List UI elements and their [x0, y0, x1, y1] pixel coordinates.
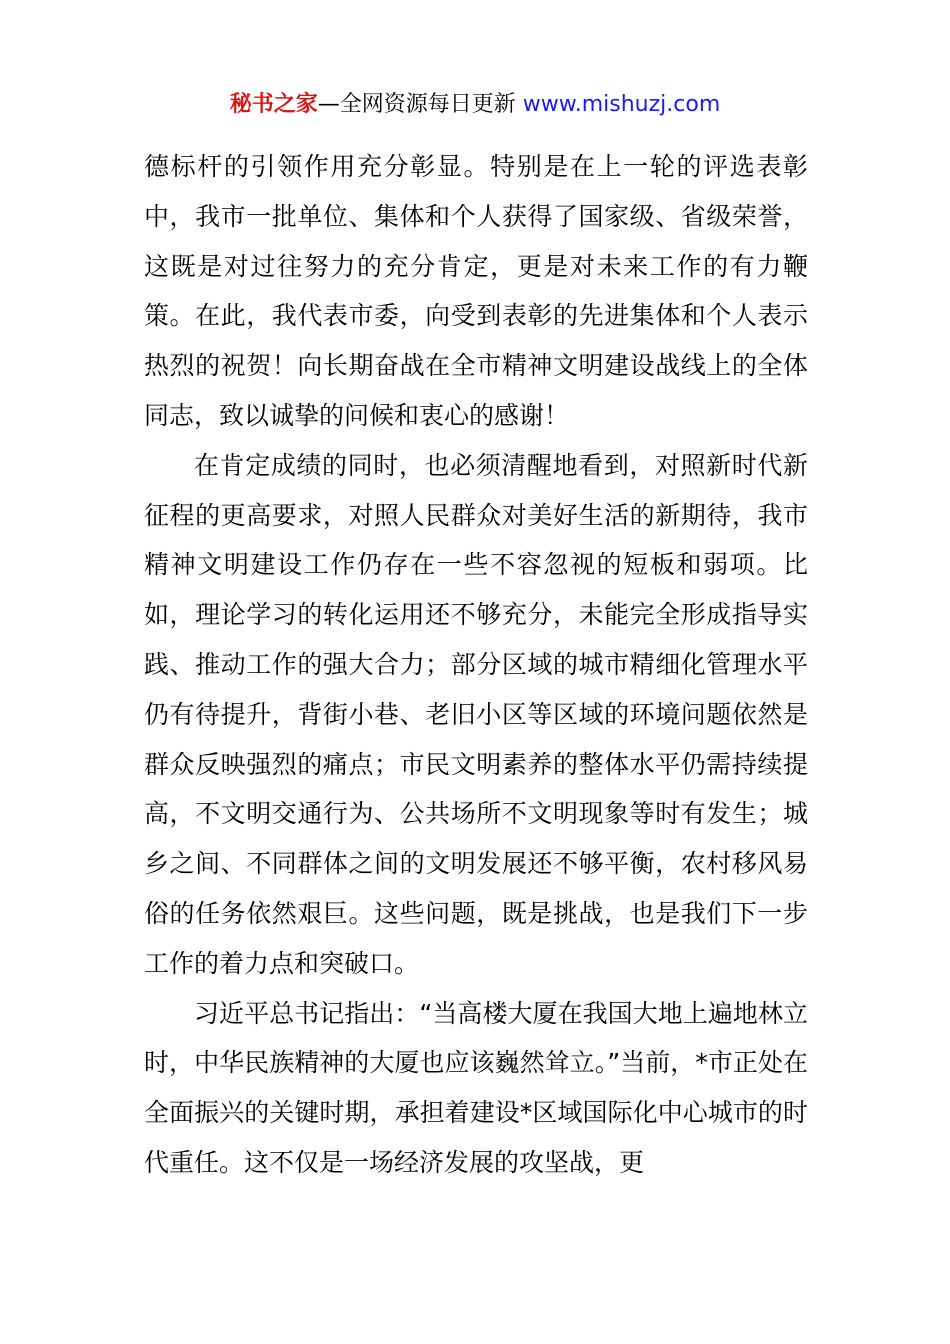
paragraph: 在肯定成绩的同时，也必须清醒地看到，对照新时代新征程的更高要求，对照人民群众对美好生活的新期待，我市精神文明建设工作仍存在一些不容忽视的短板和弱项。比如，理论学习的转化运用还不够充分，未能完全形成指导实践、推动工作的强大合力；部分区域的城市精细化管理水平仍有待提升，背街小巷、老旧小区等区域的环境问题依然是群众反映强烈的痛点；市民文明素养的整体水平仍需持续提高，不文明交通行为、公共场所不文明现象等时有发生；城乡之间、不同群体之间的文明发展还不够平衡，农村移风易俗的任务依然艰巨。这些问题，既是挑战，也是我们下一步工作的着力点和突破口。: [144, 450, 808, 978]
header-tagline: —全网资源每日更新: [317, 92, 516, 117]
document-body: [144, 142, 808, 1188]
brand-name: 秘书之家: [229, 92, 318, 117]
paragraph: 习近平总书记指出：“当高楼大厦在我国大地上遍地林立时，中华民族精神的大厦也应该巍然耸立。”当前，*市正处在全面振兴的关键时期，承担着建设*区域国际化中心城市的时代重任。这不仅是一场经济发展的攻坚战，更: [144, 998, 808, 1177]
paragraph-continued: 德标杆的引领作用充分彰显。特别是在上一轮的评选表彰中，我市一批单位、集体和个人获得了国家级、省级荣誉，这既是对过往努力的充分肯定，更是对未来工作的有力鞭策。在此，我代表市委，向受到表彰的先进集体和个人表示热烈的祝贺！向长期奋战在全市精神文明建设战线上的全体同志，致以诚挚的问候和衷心的感谢！: [144, 152, 808, 430]
website-link[interactable]: www.mishuzj.com: [522, 92, 721, 117]
page-header: [0, 88, 950, 122]
